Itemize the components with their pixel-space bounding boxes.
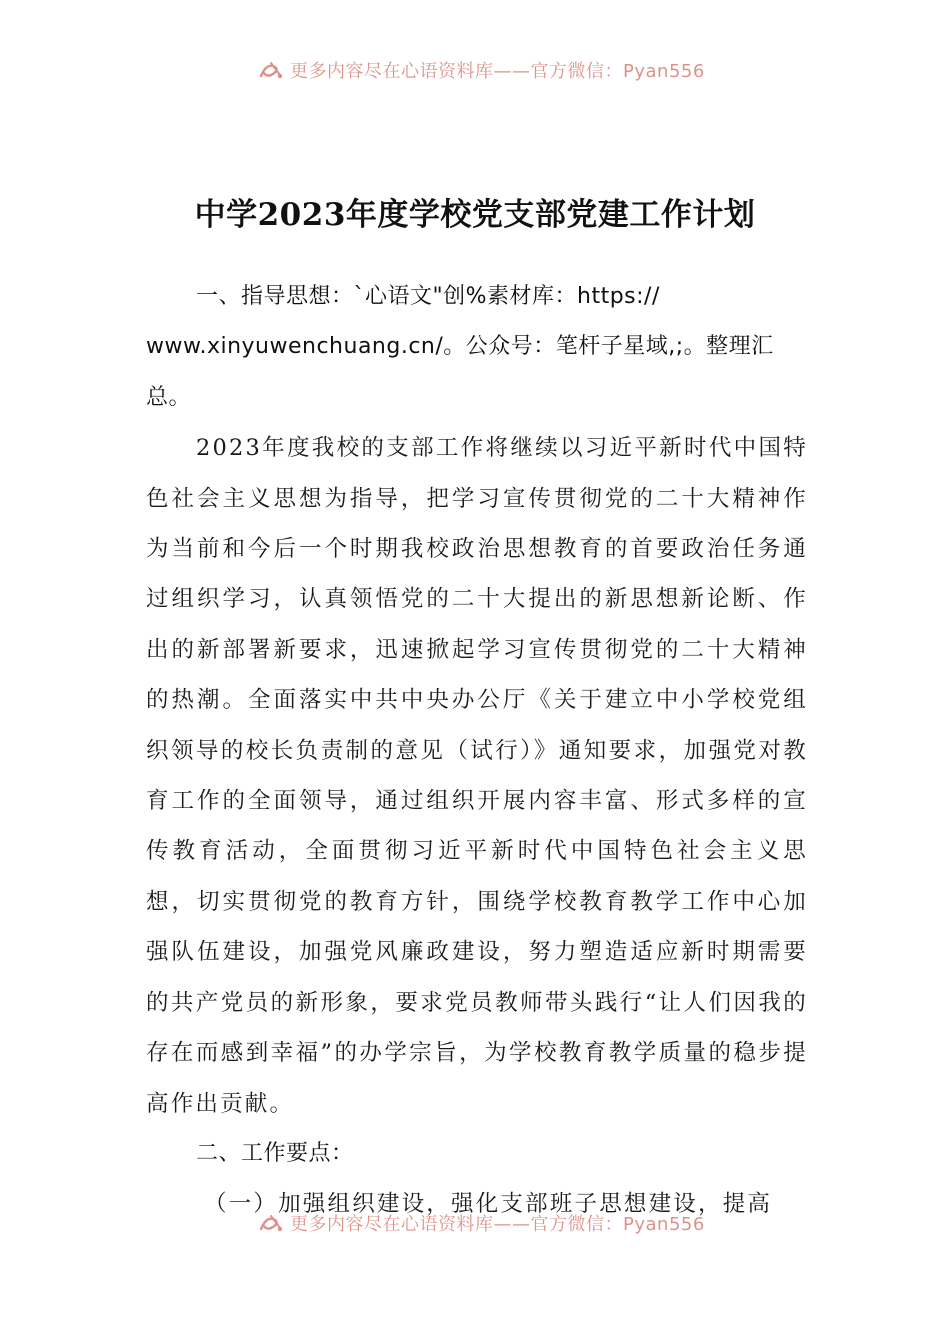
- section2-item-1: （一）加强组织建设，强化支部班子思想建设，提高: [204, 1191, 773, 1218]
- watermark-text: 更多内容尽在心语资料库——官方微信：Pyan556: [290, 61, 705, 82]
- section2-heading: 二、工作要点：: [196, 1140, 354, 1166]
- logo-icon: [258, 59, 286, 81]
- section1-heading: 一、指导思想：`心语文"创%素材库：https:// www.xinyuwenchuang.cn/。公众号：笔杆子星域,;。整理汇总。: [146, 284, 774, 410]
- footer-watermark: [258, 1210, 705, 1236]
- section1-paragraph: 2023年度我校的支部工作将继续以习近平新时代中国特色社会主义思想为指导，把学习宣传贯彻党的二十大精神作为当前和今后一个时期我校政治思想教育的首要政治任务通过组织学习，认真领悟党的二十大提出的新思想新论断、作出的新部署新要求，迅速掀起学习宣传贯彻党的二十大精神的热潮。全面落实中共中央办公厅《关于建立中小学校党组织领导的校长负责制的意见（试行）》通知要求，加强党对教育工作的全面领导，通过组织开展内容丰富、形式多样的宣传教育活动，全面贯彻习近平新时代中国特色社会主义思想，切实贯彻党的教育方针，围绕学校教育教学工作中心加强队伍建设，加强党风廉政建设，努力塑造适应新时期需要的共产党员的新形象，要求党员教师带头践行“让人们因我的存在而感到幸福”的办学宗旨，为学校教育教学质量的稳步提高作出贡献。: [146, 435, 808, 1117]
- header-watermark: [258, 57, 705, 83]
- document-title: 中学2023年度学校党支部党建工作计划: [194, 196, 756, 233]
- logo-icon: [258, 1212, 286, 1234]
- document-body: [146, 272, 808, 1230]
- watermark-text: 更多内容尽在心语资料库——官方微信：Pyan556: [290, 1214, 705, 1235]
